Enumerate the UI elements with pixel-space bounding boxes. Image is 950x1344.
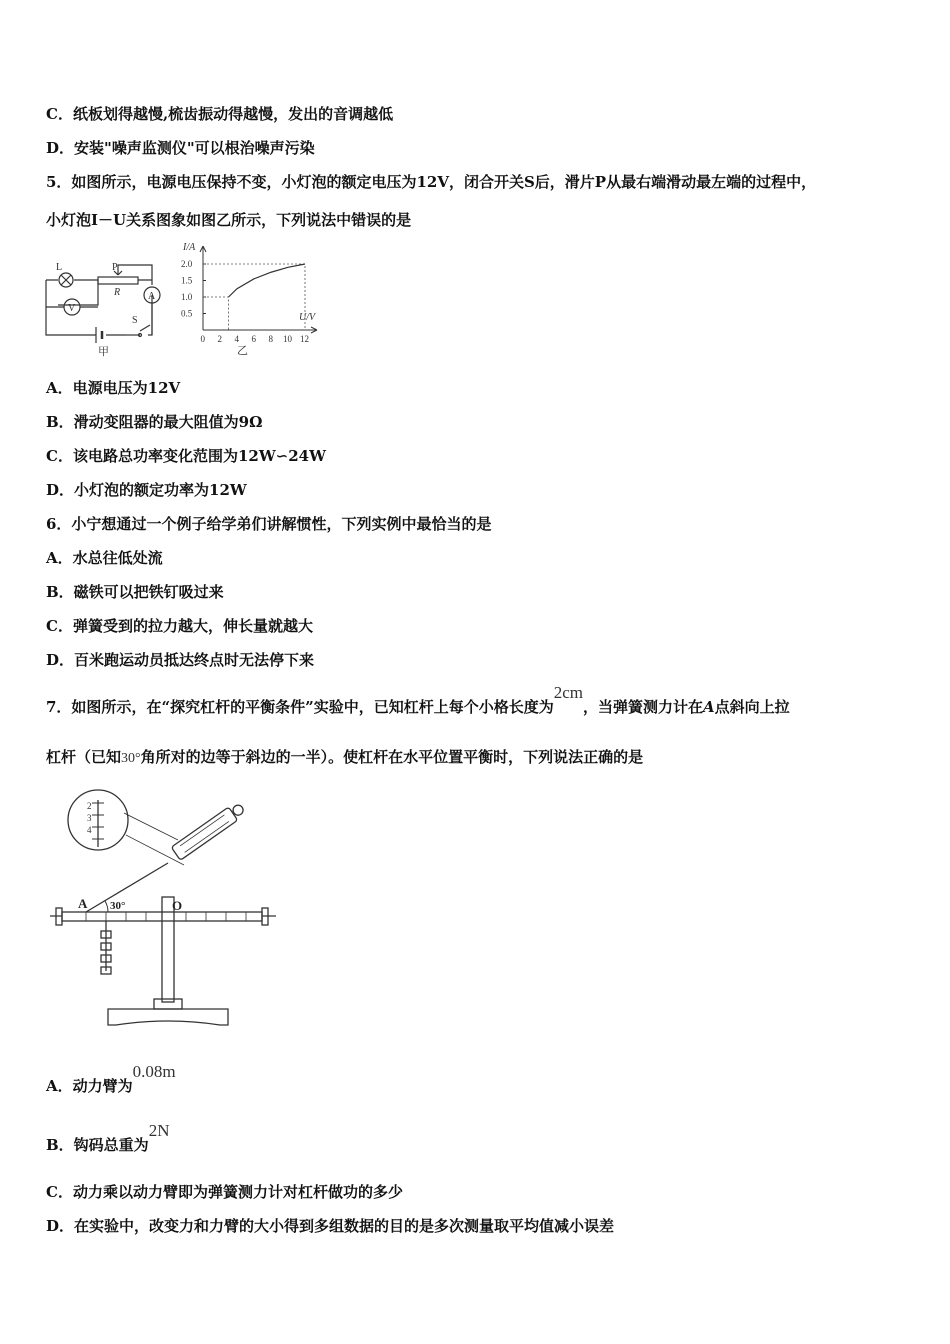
iu-graph [175, 240, 325, 360]
q7-option-b-math: 2N [148, 1121, 170, 1140]
label-p: P [112, 262, 118, 273]
caption-yi: 乙 [237, 345, 248, 357]
q6-option-d: D．百米跑运动员抵达终点时无法停下来 [46, 651, 315, 669]
iu-curve [229, 264, 306, 297]
q7-stem-part3: 点斜向上拉 [714, 698, 790, 716]
scale-tick-3: 3 [87, 813, 92, 823]
q6-stem: 6．小宁想通过一个例子给学弟们讲解惯性，下列实例中最恰当的是 [46, 515, 492, 533]
x-tick-label: 4 [234, 334, 239, 344]
q5-option-c: C．该电路总功率变化范围为12W∽24W [46, 447, 326, 465]
guide-line [203, 297, 229, 330]
q7-option-b [46, 1121, 170, 1155]
q7-math-30deg: 30° [121, 751, 141, 766]
caption-jia: 甲 [98, 346, 109, 358]
q5-option-d: D．小灯泡的额定功率为12W [46, 481, 247, 499]
lever-point-o: O [172, 898, 183, 913]
scale-tick-2: 2 [87, 801, 92, 811]
q7-math-2cm: 2cm [553, 683, 583, 702]
label-v: V [68, 303, 76, 314]
circuit-diagram [40, 255, 165, 360]
lever-figure [48, 785, 288, 1035]
q7-stem-part1: 7．如图所示，在“探究杠杆的平衡条件”实验中，已知杠杆上每个小格长度为 [46, 698, 554, 716]
guide-line [203, 264, 305, 330]
x-tick-label: 10 [283, 334, 292, 344]
label-r: R [114, 287, 121, 298]
y-tick-label: 0.5 [181, 308, 193, 319]
label-s: S [132, 315, 138, 326]
q7-option-c: C．动力乘以动力臂即为弹簧测力计对杠杆做功的多少 [46, 1183, 403, 1201]
q5-option-a: A．电源电压为12V [46, 379, 181, 397]
y-tick-label: 2.0 [181, 259, 193, 269]
stand-base [108, 1009, 228, 1025]
q6-option-b: B．磁铁可以把铁钉吸过来 [46, 583, 224, 601]
x-tick-label: 6 [251, 334, 256, 344]
q6-option-c: C．弹簧受到的拉力越大，伸长量就越大 [46, 617, 313, 635]
q4-option-c: C．纸板划得越慢,梳齿振动得越慢，发出的音调越低 [46, 105, 394, 123]
q6-option-a: A．水总往低处流 [46, 549, 163, 567]
q7-option-b-text: B．钩码总重为 [46, 1136, 149, 1154]
q7-option-a [46, 1062, 176, 1096]
q7-option-a-text: A．动力臂为 [46, 1077, 133, 1095]
q7-point-a-text: A [703, 698, 715, 716]
q5-stem-line2: 小灯泡I－U关系图象如图乙所示，下列说法中错误的是 [46, 211, 412, 229]
y-tick-label: 1.5 [181, 275, 193, 286]
q7-stem-part4: 杠杆（已知 [46, 748, 122, 766]
q4-option-d: D．安装"噪声监测仪"可以根治噪声污染 [46, 139, 315, 157]
q7-option-a-math: 0.08m [132, 1062, 176, 1081]
x-tick-label: 2 [217, 334, 222, 344]
spring-scale [171, 801, 247, 861]
lever-point-a: A [78, 896, 88, 911]
graph-x-label: U/V [299, 312, 316, 323]
q7-option-d: D．在实验中，改变力和力臂的大小得到多组数据的目的是多次测量取平均值减小误差 [46, 1217, 615, 1235]
q7-stem-part2: ，当弹簧测力计在 [582, 698, 703, 716]
pull-string [86, 863, 168, 912]
label-a: A [148, 291, 156, 302]
label-l: L [56, 262, 63, 273]
q7-stem-line2 [46, 746, 643, 767]
lever-angle-label: 30° [110, 900, 126, 912]
rheostat-symbol [98, 277, 138, 284]
q5-stem-line1: 5．如图所示，电源电压保持不变，小灯泡的额定电压为12V，闭合开关S后，滑片P从最右端滑动最左端的过程中， [46, 173, 817, 191]
graph-y-label: I/A [183, 242, 196, 253]
x-tick-label: 12 [300, 334, 309, 344]
scale-tick-4: 4 [87, 825, 92, 835]
q7-stem-part5: 角所对的边等于斜边的一半）。使杠杆在水平位置平衡时，下列说法正确的是 [140, 748, 644, 766]
stand-clamp [154, 999, 182, 1009]
x-tick-label: 8 [268, 334, 273, 344]
q7-stem-line1 [46, 683, 790, 717]
y-tick-label: 1.0 [181, 292, 193, 302]
q5-option-b: B．滑动变阻器的最大阻值为9Ω [46, 413, 263, 431]
x-tick-label: 0 [200, 334, 205, 344]
